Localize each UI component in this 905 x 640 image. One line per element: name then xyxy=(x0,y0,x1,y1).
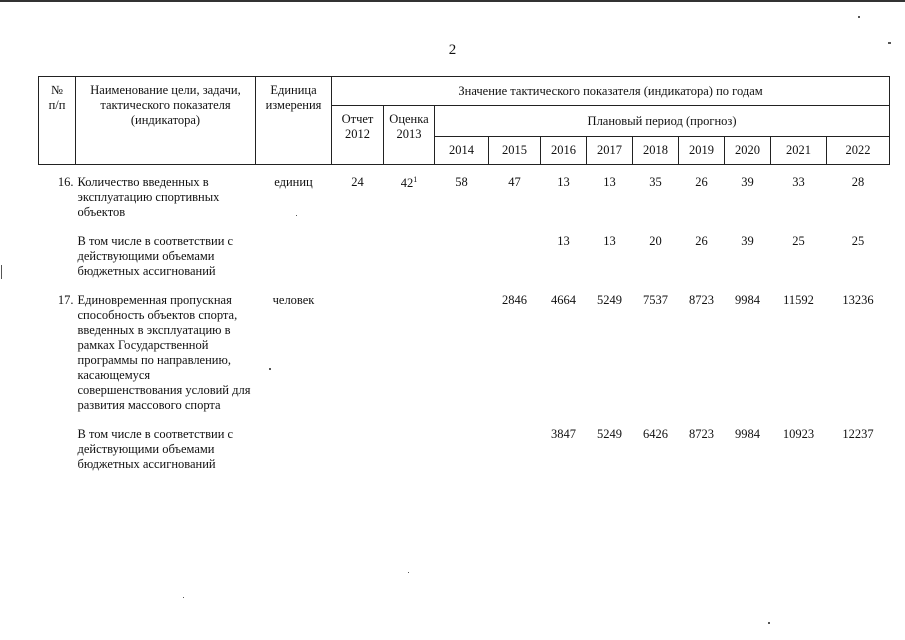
value-2022: 28 xyxy=(851,175,865,189)
value-2018: 20 xyxy=(649,234,662,248)
header-number: № п/п xyxy=(39,77,76,165)
header-planned-period: Плановый период (прогноз) xyxy=(435,106,890,137)
scan-speck xyxy=(768,622,770,624)
table-header xyxy=(39,77,890,165)
value-2021: 10923 xyxy=(782,427,815,441)
table-row xyxy=(39,293,890,413)
row-name: В том числе в соответствии с действующими объемами бюджетных ассигнований xyxy=(77,234,234,278)
scan-speck xyxy=(296,215,297,216)
row-number: 17. xyxy=(57,293,74,307)
value-2020: 39 xyxy=(741,175,754,189)
value-2016: 13 xyxy=(557,234,570,248)
header-year: 2022 xyxy=(827,137,890,165)
scan-speck xyxy=(269,368,271,370)
row-unit: человек xyxy=(272,293,315,307)
value-2014 xyxy=(435,427,489,472)
value-estimate-2013 xyxy=(384,293,435,413)
header-values-title: Значение тактического показателя (индикатора) по годам xyxy=(332,77,890,106)
value-report-2012 xyxy=(332,427,384,472)
row-number xyxy=(39,234,76,279)
value-2017: 13 xyxy=(603,175,616,189)
value-report-2012: 24 xyxy=(351,175,364,189)
value-estimate-2013 xyxy=(384,234,435,279)
value-2019: 26 xyxy=(695,234,708,248)
value-report-2012 xyxy=(332,293,384,413)
page-number: 2 xyxy=(448,42,457,58)
value-estimate-2013 xyxy=(384,427,435,472)
value-2016: 13 xyxy=(557,175,570,189)
value-2017: 5249 xyxy=(597,427,622,441)
scan-speck xyxy=(888,42,891,44)
table-row xyxy=(39,175,890,220)
table-row xyxy=(39,234,890,279)
scan-speck xyxy=(858,16,860,18)
value-2020: 39 xyxy=(741,234,754,248)
header-year: 2018 xyxy=(633,137,679,165)
value-report-2012 xyxy=(332,234,384,279)
value-2020: 9984 xyxy=(735,427,760,441)
value-2019: 8723 xyxy=(689,427,714,441)
row-unit xyxy=(256,234,332,279)
value-2017: 5249 xyxy=(597,293,622,307)
row-name: Количество введенных в эксплуатацию спортивных объектов xyxy=(77,175,220,219)
row-name: В том числе в соответствии с действующими объемами бюджетных ассигнований xyxy=(77,427,234,471)
value-2019: 8723 xyxy=(689,293,714,307)
row-number: 16. xyxy=(57,175,74,189)
value-2014 xyxy=(435,234,489,279)
value-estimate-2013: $42^1$ xyxy=(400,175,418,191)
value-2017: 13 xyxy=(603,234,616,248)
value-2021: 33 xyxy=(792,175,805,189)
value-2015: 2846 xyxy=(502,293,527,307)
header-year: 2016 xyxy=(541,137,587,165)
value-2021: 25 xyxy=(792,234,805,248)
header-year: 2015 xyxy=(489,137,541,165)
header-unit: Единица измерения xyxy=(256,77,332,165)
row-unit xyxy=(256,427,332,472)
table-row xyxy=(39,427,890,472)
row-name: Единовременная пропускная способность объектов спорта, введенных в эксплуатацию в рамках Государственной программы по направлению, касающемуся совершенствования условий для развития массового спорта xyxy=(77,293,251,412)
value-2022: 25 xyxy=(851,234,865,248)
page-top-edge xyxy=(0,0,905,2)
value-2018: 7537 xyxy=(643,293,668,307)
value-2014: 58 xyxy=(455,175,468,189)
row-number xyxy=(39,427,76,472)
value-2021: 11592 xyxy=(783,293,814,307)
value-2022: 13236 xyxy=(842,293,874,307)
value-2014 xyxy=(435,293,489,413)
header-estimate-2013: Оценка 2013 xyxy=(384,106,435,165)
header-year: 2021 xyxy=(771,137,827,165)
scan-speck xyxy=(1,265,2,279)
value-2015 xyxy=(489,234,541,279)
row-unit: единиц xyxy=(274,175,313,189)
header-name: Наименование цели, задачи, тактического показателя (индикатора) xyxy=(76,77,256,165)
value-2015 xyxy=(489,427,541,472)
header-year: 2019 xyxy=(679,137,725,165)
value-2022: 12237 xyxy=(842,427,874,441)
value-2019: 26 xyxy=(695,175,708,189)
table-body xyxy=(39,165,890,473)
value-2016: 3847 xyxy=(551,427,576,441)
header-year: 2017 xyxy=(587,137,633,165)
header-report-2012: Отчет 2012 xyxy=(332,106,384,165)
scan-speck xyxy=(183,597,184,598)
value-2018: 35 xyxy=(649,175,662,189)
value-2016: 4664 xyxy=(551,293,576,307)
header-year: 2020 xyxy=(725,137,771,165)
value-2015: 47 xyxy=(508,175,521,189)
scan-speck xyxy=(408,572,409,573)
value-2018: 6426 xyxy=(643,427,668,441)
footnote-mark: 1 xyxy=(413,175,418,184)
value-2020: 9984 xyxy=(735,293,760,307)
header-year: 2014 xyxy=(435,137,489,165)
indicator-table xyxy=(38,76,890,472)
